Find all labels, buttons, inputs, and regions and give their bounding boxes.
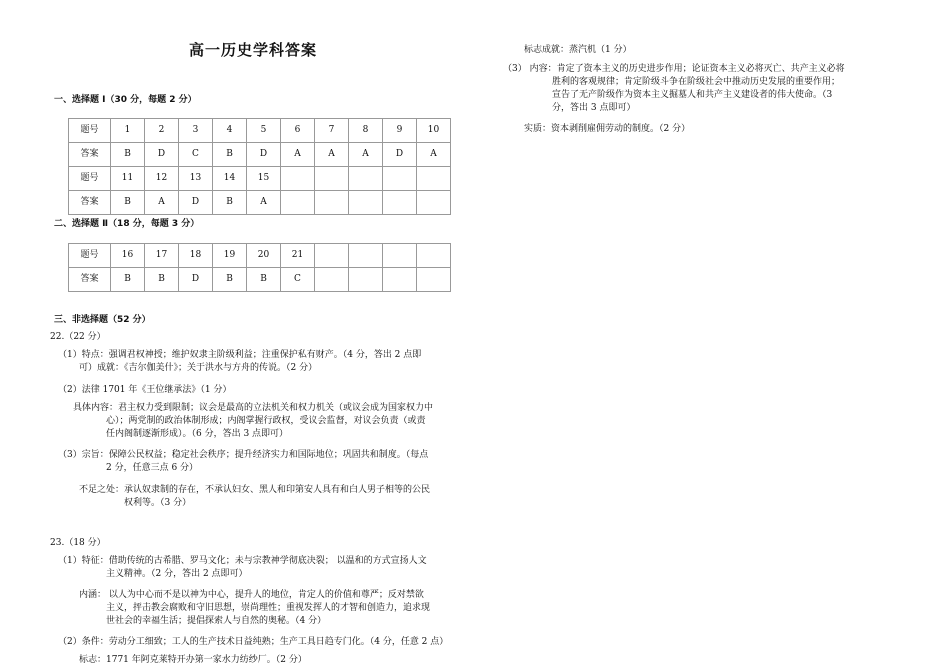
table-cell: 3 <box>179 119 213 143</box>
table-cell <box>383 244 417 268</box>
table-cell <box>315 191 349 215</box>
q23-part1-meaning-line3: 世社会的幸福生活；提倡探索人与自然的奥秘。（4 分） <box>106 616 327 626</box>
table-cell <box>315 167 349 191</box>
table-cell <box>383 268 417 292</box>
q22-part1-line1: （1）特点：强调君权神授；维护奴隶主阶级利益；注重保护私有财产。（4 分，答出 2 点即 <box>58 350 422 360</box>
table-cell: A <box>315 143 349 167</box>
table-cell: D <box>247 143 281 167</box>
table-row <box>69 119 451 143</box>
table-cell: 9 <box>383 119 417 143</box>
table-cell: 2 <box>145 119 179 143</box>
table-cell <box>281 167 315 191</box>
table-cell: 7 <box>315 119 349 143</box>
q23-header: 23.（18 分） <box>50 538 106 548</box>
table-cell: 20 <box>247 244 281 268</box>
table-cell <box>417 191 451 215</box>
table-cell <box>349 268 383 292</box>
q22-header: 22.（22 分） <box>50 332 106 342</box>
table-cell: 10 <box>417 119 451 143</box>
table-cell <box>383 167 417 191</box>
table-row <box>69 244 451 268</box>
row-label-cell: 题号 <box>69 167 111 191</box>
table-cell <box>281 191 315 215</box>
right-part3-line1: （3） 内容：肯定了资本主义的历史进步作用；论证资本主义必将灭亡、共产主义必将 <box>503 64 845 74</box>
q22-part3-line1: （3）宗旨：保障公民权益；稳定社会秩序；提升经济实力和国际地位；巩固共和制度。（每点 <box>58 450 429 460</box>
right-part3-line3: 宣告了无产阶级作为资本主义掘墓人和共产主义建设者的伟大使命。（3 <box>552 90 833 100</box>
table-cell <box>349 244 383 268</box>
q23-part1-line1: （1）特征：借助传统的古希腊、罗马文化；未与宗教神学彻底决裂； 以温和的方式宣扬人文 <box>58 556 427 566</box>
table-row <box>69 143 451 167</box>
table-cell: B <box>213 191 247 215</box>
q23-part1-meaning-line1: 内涵： 以人为中心而不是以神为中心，提升人的地位，肯定人的价值和尊严；反对禁欲 <box>79 590 424 600</box>
q23-part1-line2: 主义精神。（2 分，答出 2 点即可） <box>106 569 248 579</box>
q22-part1-line2: 可）成就：《吉尔伽美什》；关于洪水与方舟的传说。（2 分） <box>79 363 318 373</box>
table-cell: B <box>145 268 179 292</box>
table-cell: 17 <box>145 244 179 268</box>
table-cell <box>383 191 417 215</box>
table-cell: 4 <box>213 119 247 143</box>
right-milestone: 标志成就：蒸汽机（1 分） <box>524 45 632 55</box>
q23-part2: （2）条件：劳动分工细致；工人的生产技术日益纯熟；生产工具日趋专门化。（4 分，任意 2 点） <box>58 637 449 647</box>
table-cell: A <box>145 191 179 215</box>
right-part3-line4: 分，答出 3 点即可） <box>552 103 636 113</box>
q22-part3-deficit-line2: 权利等。（3 分） <box>124 498 192 508</box>
page-title: 高一历史学科答案 <box>189 41 318 59</box>
table-cell: A <box>349 143 383 167</box>
table-cell: B <box>213 143 247 167</box>
table-cell: C <box>281 268 315 292</box>
table-cell: 8 <box>349 119 383 143</box>
table-cell: 5 <box>247 119 281 143</box>
table-cell: B <box>213 268 247 292</box>
table-cell: 6 <box>281 119 315 143</box>
table-cell <box>349 191 383 215</box>
row-label-cell: 题号 <box>69 244 111 268</box>
table-cell: 16 <box>111 244 145 268</box>
table-cell: D <box>179 191 213 215</box>
section-heading-choice-1: 一、选择题 Ⅰ（30 分，每题 2 分） <box>54 95 197 105</box>
right-essence: 实质：资本剥削雇佣劳动的制度。（2 分） <box>524 124 691 134</box>
q22-part3-line2: 2 分，任意三点 6 分） <box>106 463 199 473</box>
table-cell <box>417 268 451 292</box>
table-cell: 14 <box>213 167 247 191</box>
row-label-cell: 答案 <box>69 191 111 215</box>
table-row <box>69 167 451 191</box>
q23-part1-meaning-line2: 主义，抨击教会腐败和守旧思想，崇尚理性；重视发挥人的才智和创造力，追求现 <box>106 603 431 613</box>
table-cell: 1 <box>111 119 145 143</box>
row-label-cell: 题号 <box>69 119 111 143</box>
table-cell <box>315 244 349 268</box>
table-row <box>69 191 451 215</box>
table-cell: D <box>383 143 417 167</box>
table-cell: B <box>111 191 145 215</box>
table-cell <box>417 167 451 191</box>
table-cell: 13 <box>179 167 213 191</box>
table-row <box>69 268 451 292</box>
table-cell: B <box>247 268 281 292</box>
q23-part2-milestone: 标志：1771 年阿克莱特开办第一家水力纺纱厂。（2 分） <box>79 655 307 665</box>
q22-part2-content-line1: 具体内容：君主权力受到限制；议会是最高的立法机关和权力机关（或议会成为国家权力中 <box>73 403 434 413</box>
q22-part2-content-line3: 任内阁制逐渐形成）。（6 分，答出 3 点即可） <box>106 429 289 439</box>
answer-table-1 <box>68 118 451 215</box>
section-heading-choice-2: 二、选择题 Ⅱ（18 分，每题 3 分） <box>54 219 200 229</box>
table-cell: 15 <box>247 167 281 191</box>
table-cell: D <box>179 268 213 292</box>
table-cell: 11 <box>111 167 145 191</box>
table-cell <box>417 244 451 268</box>
row-label-cell: 答案 <box>69 143 111 167</box>
table-cell: A <box>247 191 281 215</box>
table-cell <box>315 268 349 292</box>
section-heading-non-choice: 三、非选择题（52 分） <box>54 315 151 325</box>
table-cell: C <box>179 143 213 167</box>
table-cell: A <box>417 143 451 167</box>
answer-table-2 <box>68 243 451 292</box>
table-cell: 19 <box>213 244 247 268</box>
table-cell: A <box>281 143 315 167</box>
table-cell: B <box>111 268 145 292</box>
table-cell: 12 <box>145 167 179 191</box>
q22-part2: （2）法律 1701 年《王位继承法》（1 分） <box>58 385 232 395</box>
table-cell: B <box>111 143 145 167</box>
row-label-cell: 答案 <box>69 268 111 292</box>
q22-part2-content-line2: 心）；两党制的政治体制形成；内阁掌握行政权，受议会监督，对议会负责（或责 <box>106 416 426 426</box>
right-part3-line2: 胜利的客观规律；肯定阶级斗争在阶级社会中推动历史发展的重要作用； <box>552 77 841 87</box>
table-cell: 21 <box>281 244 315 268</box>
table-cell: 18 <box>179 244 213 268</box>
q22-part3-deficit-line1: 不足之处：承认奴隶制的存在，不承认妇女、黑人和印第安人具有和白人男子相等的公民 <box>79 485 431 495</box>
table-cell <box>349 167 383 191</box>
table-cell: D <box>145 143 179 167</box>
